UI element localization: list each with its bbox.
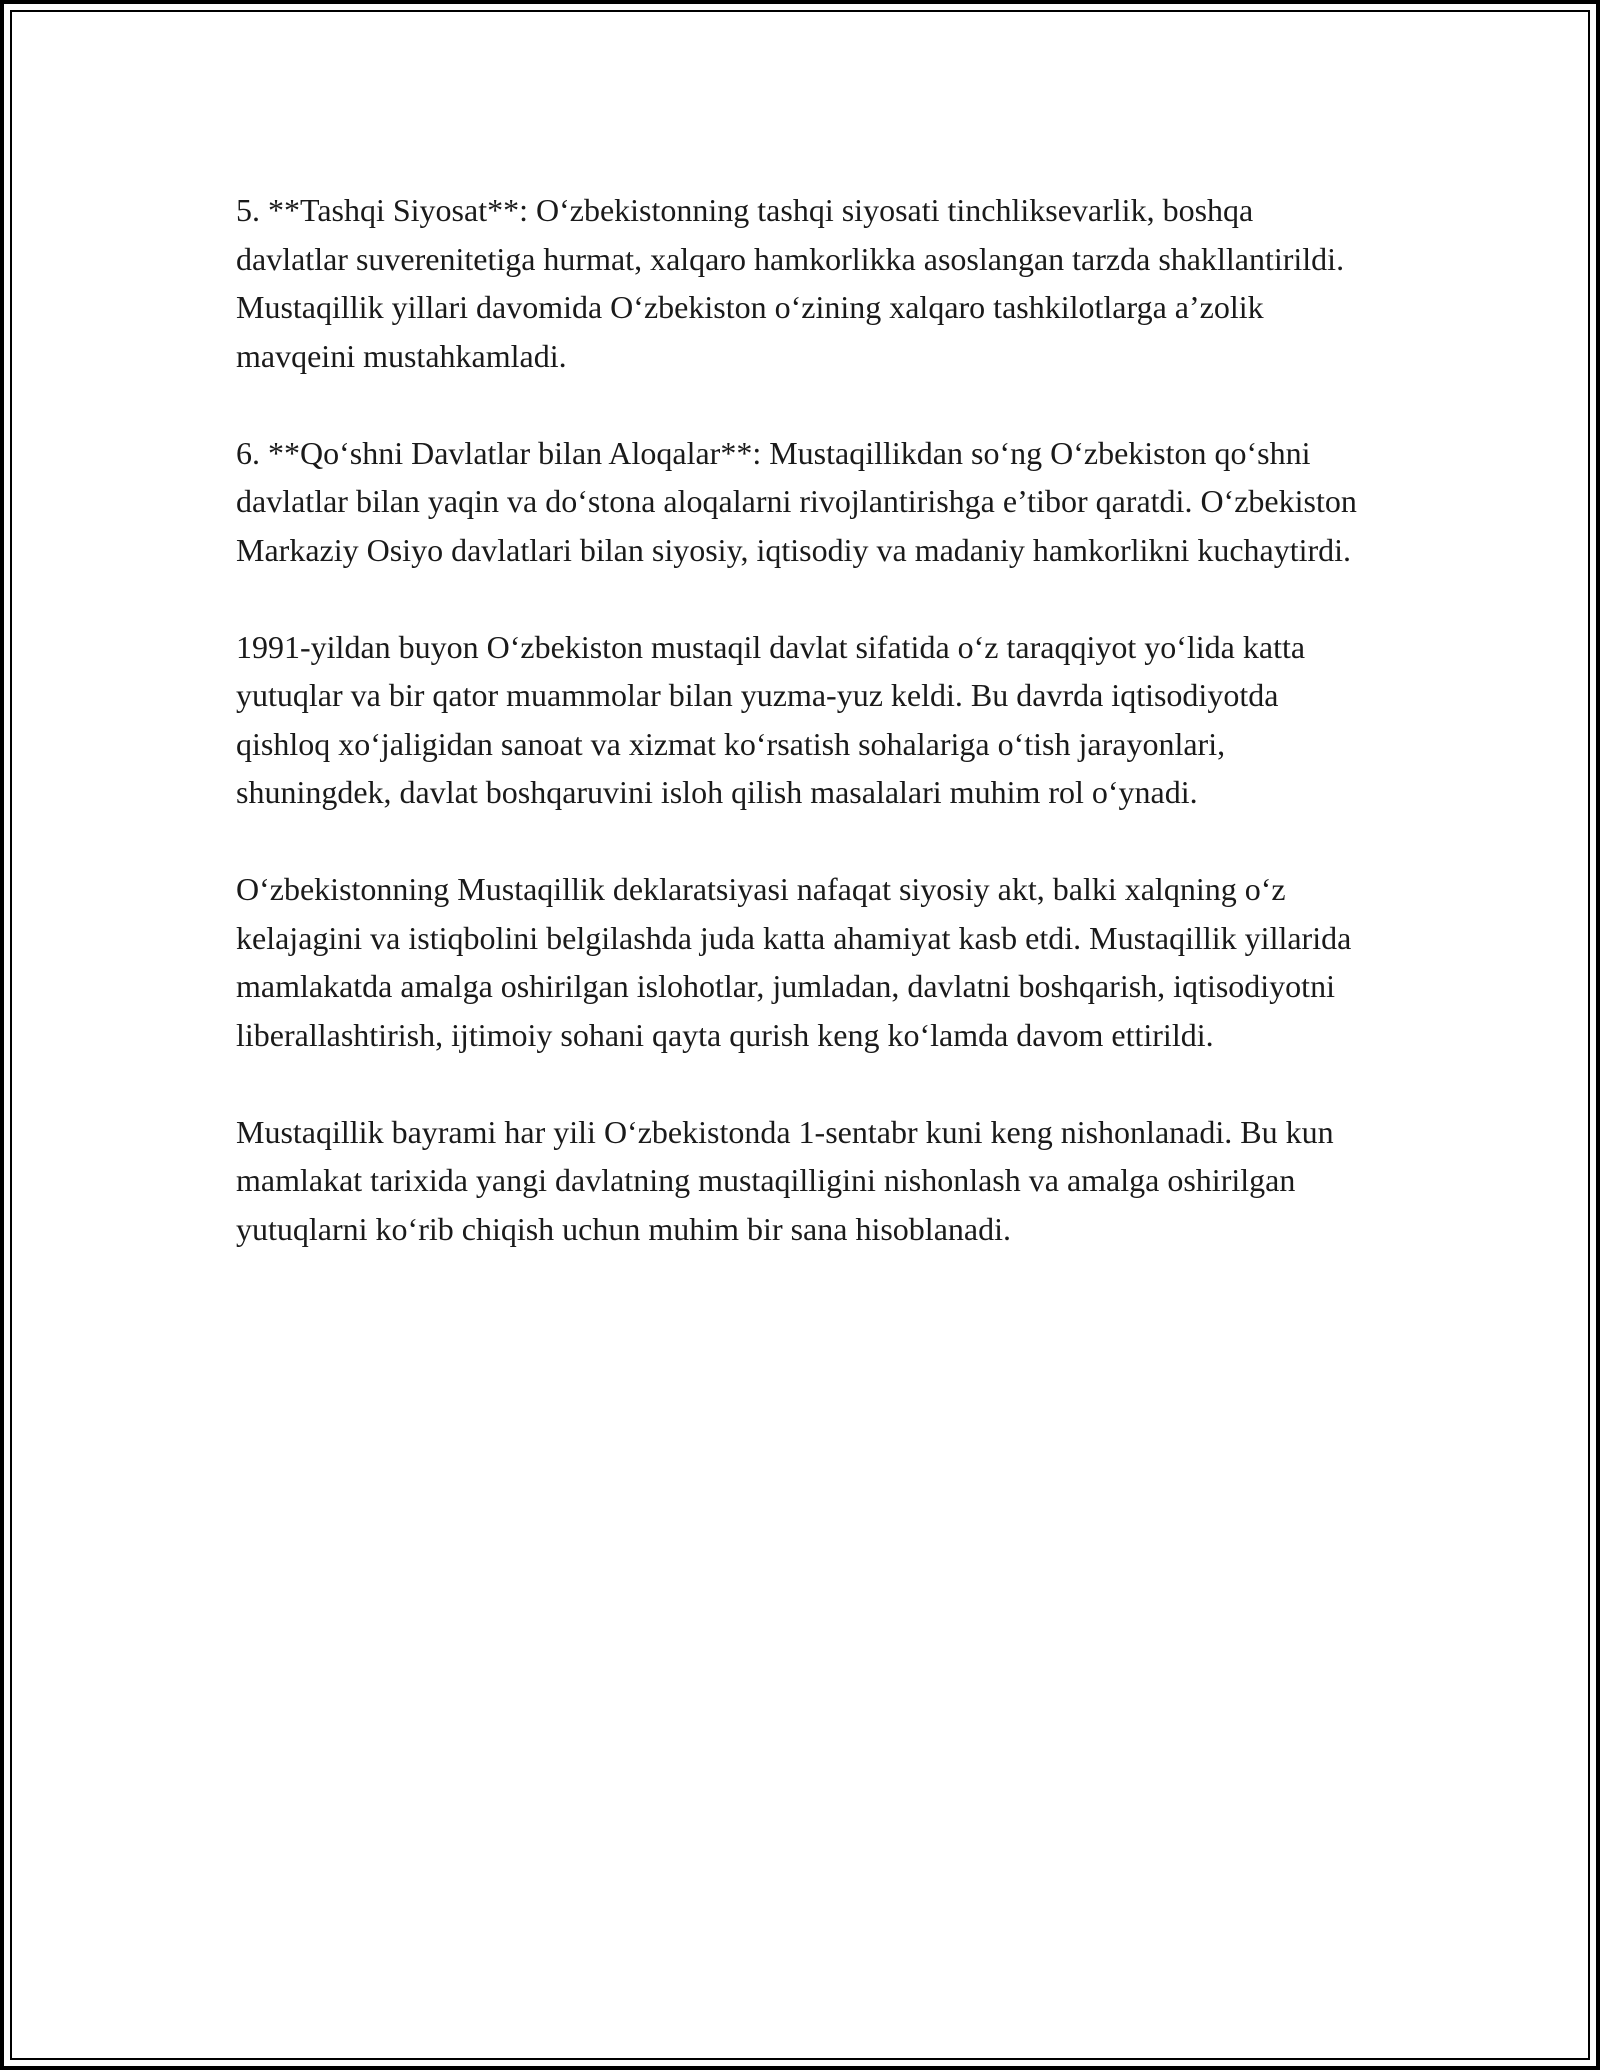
paragraph-foreign-policy: 5. **Tashqi Siyosat**: O‘zbekistonning tashqi siyosati tinchliksevarlik, boshqa davlatlar suverenitetiga hurmat, xalqaro hamkorlikka asoslangan tarzda shakllantirildi. Mustaqillik yillari davomida O‘zbekiston o‘zining xalqaro tashkilotlarga a’zolik mavqeini mustahkamladi. [236,192,1345,374]
paragraph-neighbor-relations: 6. **Qo‘shni Davlatlar bilan Aloqalar**: Mustaqillikdan so‘ng O‘zbekiston qo‘shni davlatlar bilan yaqin va do‘stona aloqalarni rivojlantirishga e’tibor qaratdi. O‘zbekiston Markaziy Osiyo davlatlari bilan siyosiy, iqtisodiy va madaniy hamkorlikni kuchaytirdi. [236,434,1357,568]
paragraph-independence-declaration: O‘zbekistonning Mustaqillik deklaratsiyasi nafaqat siyosiy akt, balki xalqning o‘z kelajagini va istiqbolini belgilashda juda katta ahamiyat kasb etdi. Mustaqillik yillarida mamlakatda amalga oshirilgan islohotlar, jumladan, davlatni boshqarish, iqtisodiyotni liberallashtirish, ijtimoiy sohani qayta qurish keng ko‘lamda davom ettirildi. [236,871,1352,1053]
paragraph-development-since-1991: 1991-yildan buyon O‘zbekiston mustaqil davlat sifatida o‘z taraqqiyot yo‘lida katta yutuqlar va bir qator muammolar bilan yuzma-yuz keldi. Bu davrda iqtisodiyotda qishloq xo‘jaligidan sanoat va xizmat ko‘rsatish sohalariga o‘tish jarayonlari, shuningdek, davlat boshqaruvini isloh qilish masalalari muhim rol o‘ynadi. [236,628,1306,810]
paragraph-independence-day: Mustaqillik bayrami har yili O‘zbekistonda 1-sentabr kuni keng nishonlanadi. Bu kun mamlakat tarixida yangi davlatning mustaqilligini nishonlash va amalga oshirilgan yutuqlarni ko‘rib chiqish uchun muhim bir sana hisoblanadi. [236,1113,1334,1247]
document-body [236,186,1366,1253]
